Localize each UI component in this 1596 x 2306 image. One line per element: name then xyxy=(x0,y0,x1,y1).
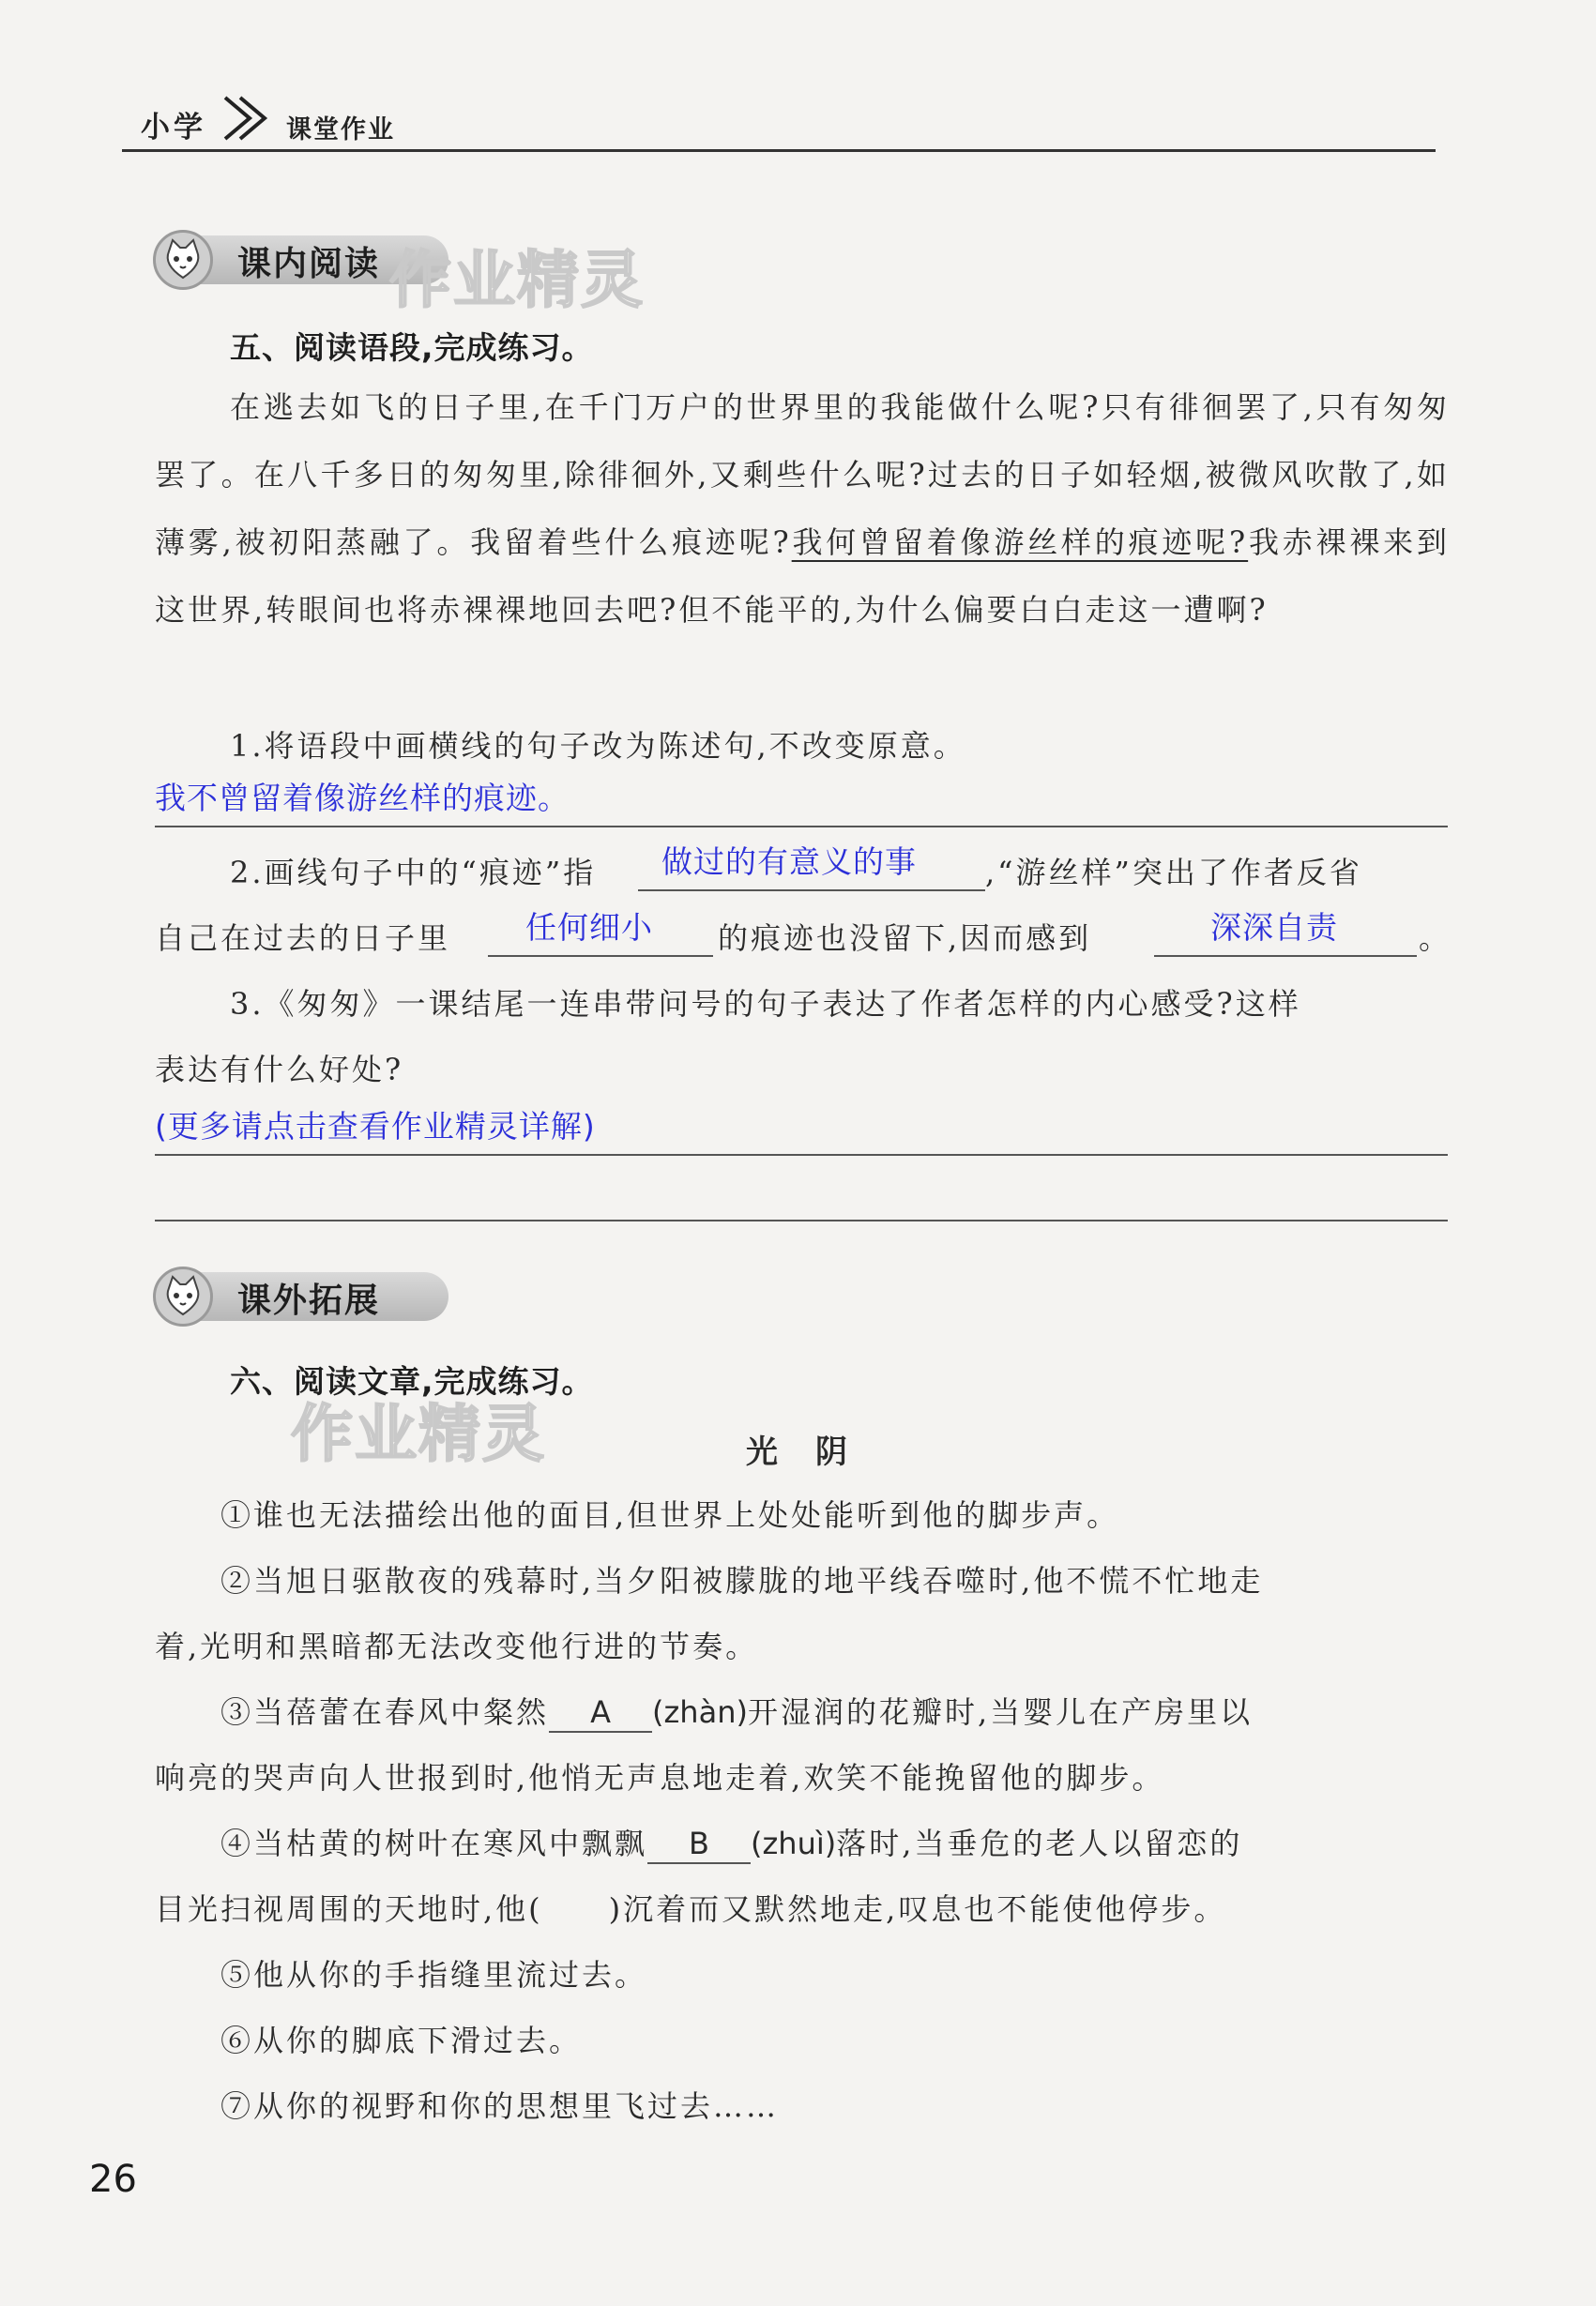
article-paragraph-2-line-2: 着,光明和黑暗都无法改变他行进的节奏。 xyxy=(155,1629,759,1664)
article-paragraph-4-line-2: 目光扫视周围的天地时,他( )沉着而又默然地走,叹息也不能使他停步。 xyxy=(155,1891,1227,1927)
blank-a[interactable]: A xyxy=(549,1693,652,1733)
page-header xyxy=(122,94,1436,152)
question-5-item-2-part-a: 2.画线句子中的“痕迹”指 xyxy=(230,855,597,890)
answer-line xyxy=(155,826,1448,827)
question-5-item-2-part-c: 自己在过去的日子里 xyxy=(155,920,451,956)
answer-2a: 做过的有意义的事 xyxy=(661,843,917,880)
blank-line xyxy=(1154,955,1417,957)
article-paragraph-7: ⑦从你的视野和你的思想里飞过去…… xyxy=(220,2088,780,2124)
header-title: 课堂作业 xyxy=(286,115,395,144)
watermark: 作业精灵 xyxy=(291,1398,546,1470)
answer-line xyxy=(155,1220,1448,1221)
article-title: 光阴 xyxy=(746,1434,885,1471)
cat-icon xyxy=(153,1267,213,1327)
article-paragraph-5: ⑤他从你的手指缝里流过去。 xyxy=(220,1957,648,1993)
answer-3[interactable]: (更多请点击查看作业精灵详解) xyxy=(155,1108,596,1145)
article-paragraph-2-line-1: ②当旭日驱散夜的残幕时,当夕阳被朦胧的地平线吞噬时,他不慌不忙地走 xyxy=(220,1563,1264,1599)
question-6-title: 六、阅读文章,完成练习。 xyxy=(230,1363,594,1400)
article-paragraph-6: ⑥从你的脚底下滑过去。 xyxy=(220,2023,583,2058)
blank-line xyxy=(638,889,985,891)
question-5-item-2-part-e: 。 xyxy=(1419,920,1452,956)
watermark: 作业精灵 xyxy=(389,244,645,316)
cat-icon xyxy=(153,230,213,290)
question-5-passage: 在逃去如飞的日子里,在千门万户的世界里的我能做什么呢?只有徘徊罢了,只有匆匆罢了。在八千多日的匆匆里,除徘徊外,又剩些什么呢?过去的日子如轻烟,被微风吹散了,如薄雾,被初阳蒸融了。我留着些什么痕迹呢?我何曾留着像游丝样的痕迹呢?我赤裸裸来到这世界,转眼间也将赤裸裸地回去吧?但不能平的,为什么偏要白白走这一遭啊? xyxy=(155,389,1450,628)
answer-2b: 任何细小 xyxy=(525,909,653,946)
answer-line xyxy=(155,1154,1448,1156)
question-5-item-3-line-2: 表达有什么好处? xyxy=(155,1052,404,1087)
question-5-item-2-part-b: ,“游丝样”突出了作者反省 xyxy=(985,855,1362,890)
question-5-item-2-part-d: 的痕迹也没留下,因而感到 xyxy=(718,920,1092,956)
question-5-title: 五、阅读语段,完成练习。 xyxy=(230,329,594,366)
blank-line xyxy=(488,955,713,957)
page-number: 26 xyxy=(89,2158,137,2201)
section-badge-label: 课外拓展 xyxy=(237,1281,381,1320)
header-level: 小学 xyxy=(141,111,206,144)
double-chevron-icon xyxy=(216,94,281,143)
underlined-sentence: 我何曾留着像游丝样的痕迹呢? xyxy=(791,524,1249,560)
article-paragraph-3-line-1: ③当蓓蕾在春风中粲然 A (zhàn)开湿润的花瓣时,当婴儿在产房里以 xyxy=(220,1689,1253,1733)
section-badge-extracurricular xyxy=(153,1267,453,1327)
article-paragraph-4-line-1: ④当枯黄的树叶在寒风中飘飘 B (zhuì)落时,当垂危的老人以留恋的 xyxy=(220,1820,1242,1864)
question-5-item-3-line-1: 3.《匆匆》一课结尾一连串带问号的句子表达了作者怎样的内心感受?这样 xyxy=(230,986,1301,1022)
article-paragraph-1: ①谁也无法描绘出他的面目,但世界上处处能听到他的脚步声。 xyxy=(220,1497,1120,1533)
answer-1: 我不曾留着像游丝样的痕迹。 xyxy=(155,780,570,816)
section-badge-label: 课内阅读 xyxy=(237,244,381,283)
question-5-item-1: 1.将语段中画横线的句子改为陈述句,不改变原意。 xyxy=(230,728,966,764)
answer-2c: 深深自责 xyxy=(1210,909,1338,946)
blank-b[interactable]: B xyxy=(647,1825,751,1864)
article-paragraph-3-line-2: 响亮的哭声向人世报到时,他悄无声息地走着,欢笑不能挽留他的脚步。 xyxy=(155,1760,1165,1796)
header-rule xyxy=(122,149,1436,152)
